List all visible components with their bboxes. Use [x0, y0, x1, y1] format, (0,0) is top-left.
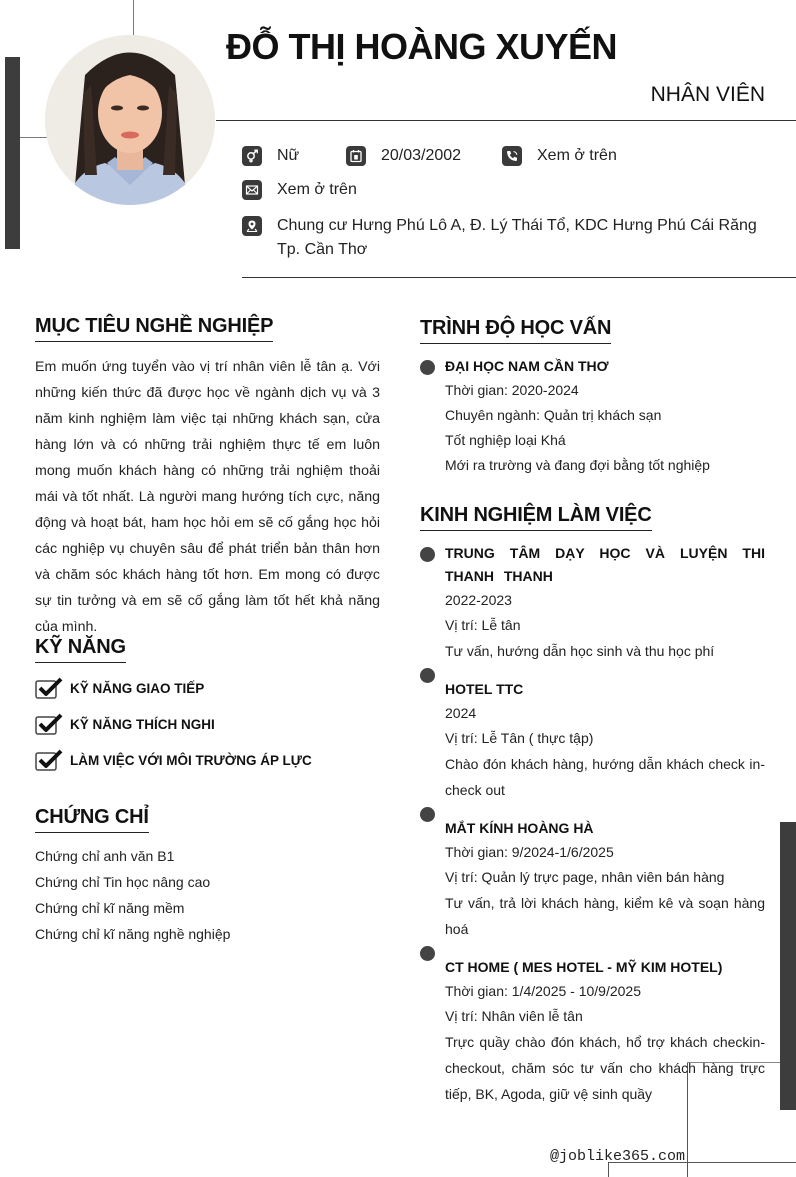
company-name: CT HOME ( MES HOTEL - MỸ KIM HOTEL) [445, 959, 723, 975]
skill-label: KỸ NĂNG THÍCH NGHI [70, 716, 215, 732]
checkbox-checked-icon [35, 748, 63, 772]
profile-photo [45, 35, 215, 205]
education-time: Thời gian: 2020-2024 [445, 382, 579, 398]
contact-email [242, 180, 357, 200]
contact-row [242, 180, 357, 200]
experience-time: Thời gian: 9/2024-1/6/2025 [445, 844, 614, 860]
certificate-item: Chứng chỉ Tin học nâng cao [35, 874, 211, 890]
decor-bar-right [780, 822, 796, 1110]
contact-birthday [346, 146, 502, 166]
gender-value: Nữ [277, 147, 300, 164]
phone-icon [502, 146, 522, 166]
divider [216, 120, 796, 121]
skill-label: LÀM VIỆC VỚI MÔI TRƯỜNG ÁP LỰC [70, 752, 312, 768]
watermark: @joblike365.com [550, 1148, 686, 1165]
timeline-dot [420, 807, 435, 822]
contact-address [242, 214, 782, 262]
candidate-role: NHÂN VIÊN [650, 83, 765, 106]
checkbox-checked-icon [35, 712, 63, 736]
timeline-dot [420, 668, 435, 683]
school-name: ĐẠI HỌC NAM CẦN THƠ [445, 358, 609, 374]
skill-item [35, 748, 312, 772]
certificate-item: Chứng chỉ anh văn B1 [35, 848, 175, 864]
experience-desc: Tư vấn, hướng dẫn học sinh và thu học phí [445, 643, 715, 659]
experience-desc: Trực quầy chào đón khách, hổ trợ khách checkin-checkout, chăm sóc tư vấn cho khách hàng trực tiếp, BK, Agoda, giữ vệ sinh quầy [445, 1034, 765, 1102]
education-grade: Tốt nghiệp loại Khá [445, 432, 566, 448]
candidate-name: ĐỖ THỊ HOÀNG XUYẾN [226, 26, 618, 67]
skill-item [35, 676, 204, 700]
experience-position: Vị trí: Nhân viên lễ tân [445, 1008, 583, 1024]
skill-label: KỸ NĂNG GIAO TIẾP [70, 680, 205, 696]
certificate-item: Chứng chỉ kĩ năng nghề nghiệp [35, 926, 231, 942]
experience-time: 2022-2023 [445, 592, 512, 608]
certificate-item: Chứng chỉ kĩ năng mềm [35, 900, 185, 916]
timeline-dot [420, 547, 435, 562]
experience-item [445, 542, 765, 664]
contact-phone [502, 146, 617, 166]
experience-time: Thời gian: 1/4/2025 - 10/9/2025 [445, 983, 641, 999]
timeline-dot [420, 360, 435, 375]
experience-position: Vị trí: Lễ tân [445, 617, 521, 633]
company-name: MẮT KÍNH HOÀNG HÀ [445, 820, 594, 836]
education-note: Mới ra trường và đang đợi bằng tốt nghiệp [445, 457, 710, 473]
phone-value: Xem ở trên [537, 147, 617, 164]
company-name: HOTEL TTC [445, 681, 524, 697]
education-item [445, 355, 765, 478]
experience-item [445, 678, 765, 803]
contact-gender [242, 146, 346, 166]
section-title-education: TRÌNH ĐỘ HỌC VẤN [420, 317, 611, 344]
timeline-dot [420, 946, 435, 961]
contact-row [242, 146, 617, 166]
objective-text: Em muốn ứng tuyển vào vị trí nhân viên lễ tân ạ. Với những kiến thức đã được học về ngành dịch vụ và 3 năm kinh nghiệm làm việc tại những khách sạn, cửa hàng lớn và có những trải nghiệm thực tế em luôn mong muốn khách hàng có những trải nghiệm thoải mái và tốt nhất. Là người mang hướng tích cực, năng động và hoạt bát, ham học hỏi em sẽ cố gắng học hỏi các nghiệp vụ chuyên sâu để phát triển bản thân hơn và chăm sóc khách hàng tốt hơn. Em mong có được sự tin tưởng và em sẽ cố gắng làm tốt hết khả năng của mình. [35, 359, 380, 635]
email-icon [242, 180, 262, 200]
experience-position: Vị trí: Lễ Tân ( thực tập) [445, 730, 594, 746]
birthday-value: 20/03/2002 [381, 147, 462, 164]
address-value: Chung cư Hưng Phú Lô A, Đ. Lý Thái Tổ, KDC Hưng Phú Cái Răng Tp. Cần Thơ [277, 217, 757, 258]
experience-time: 2024 [445, 705, 477, 721]
checkbox-checked-icon [35, 676, 63, 700]
location-icon [242, 216, 262, 236]
section-title-certificates: CHỨNG CHỈ [35, 806, 149, 833]
section-title-experience: KINH NGHIỆM LÀM VIỆC [420, 504, 652, 531]
email-value: Xem ở trên [277, 181, 357, 198]
decor-line [20, 137, 47, 138]
skill-item [35, 712, 215, 736]
education-major: Chuyên ngành: Quản trị khách sạn [445, 407, 662, 423]
experience-item [445, 956, 765, 1107]
decor-bar-left [5, 57, 20, 249]
experience-item [445, 817, 765, 942]
section-title-objective: MỤC TIÊU NGHỀ NGHIỆP [35, 315, 273, 342]
experience-desc: Chào đón khách hàng, hướng dẫn khách check in-check out [445, 756, 765, 798]
divider [242, 277, 796, 278]
experience-position: Vị trí: Quản lý trực page, nhân viên bán hàng [445, 869, 725, 885]
company-name: TRUNG TÂM DẠY HỌC VÀ LUYỆN THI THANH THANH [445, 545, 765, 584]
calendar-icon [346, 146, 366, 166]
gender-icon [242, 146, 262, 166]
section-title-skills: KỸ NĂNG [35, 636, 126, 663]
decor-line [133, 0, 134, 36]
experience-desc: Tư vấn, trả lời khách hàng, kiểm kê và soạn hàng hoá [445, 895, 765, 937]
